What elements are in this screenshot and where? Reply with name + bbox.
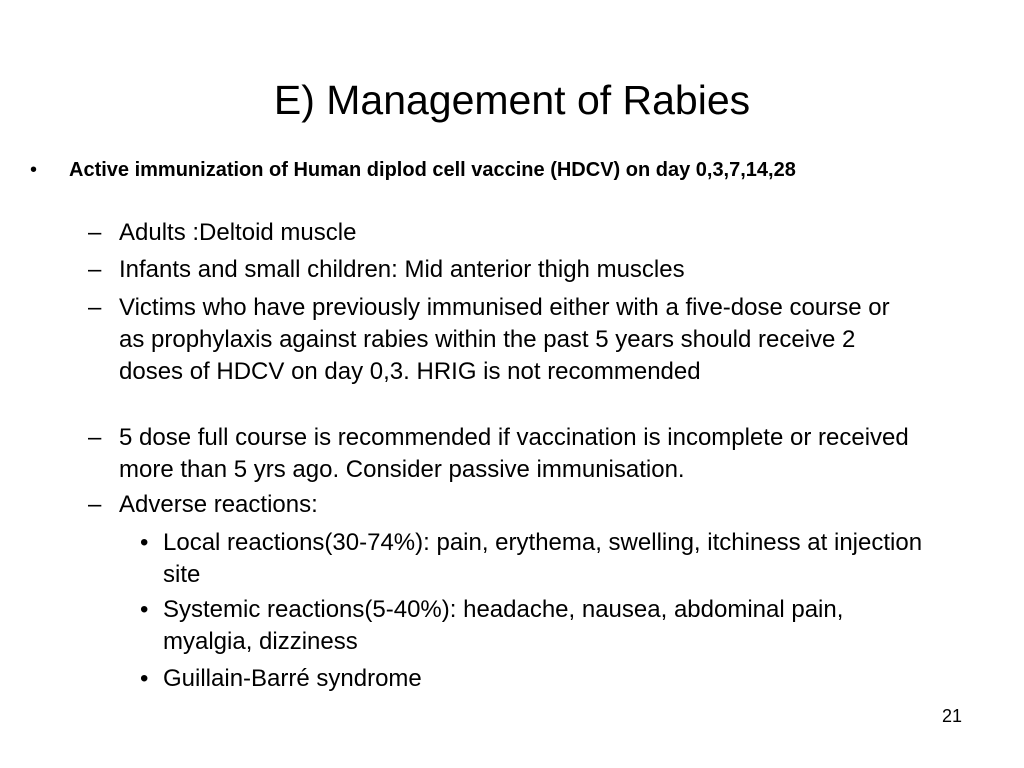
slide-title: E) Management of Rabies (273, 77, 751, 123)
dash-marker: – (88, 424, 102, 451)
bullet-marker: • (30, 159, 38, 181)
dash-marker: – (88, 491, 102, 518)
sub-bullet-previously-immunised: Victims who have previously immunised either with a five-dose course or as prophylaxis against rabies within the past 5 years should receive 2 doses of HDCV on day 0,3. HRIG is not recommended (119, 294, 890, 385)
slide-number: 21 (941, 706, 962, 726)
dash-marker: – (88, 256, 102, 283)
sub-sub-bullet-guillain-barre: Guillain-Barré syndrome (163, 665, 422, 692)
dash-marker: – (88, 219, 102, 246)
dot-marker: • (140, 529, 149, 556)
dash-marker: – (88, 294, 102, 321)
sub-sub-bullet-local-reactions: Local reactions(30-74%): pain, erythema, swelling, itchiness at injection site (163, 529, 923, 588)
sub-sub-bullet-systemic-reactions: Systemic reactions(5-40%): headache, nausea, abdominal pain, myalgia, dizziness (163, 596, 844, 655)
sub-bullet-infants: Infants and small children: Mid anterior thigh muscles (119, 256, 685, 283)
sub-bullet-adverse-reactions: Adverse reactions: (119, 491, 318, 518)
sub-bullet-adults: Adults :Deltoid muscle (119, 219, 357, 246)
sub-bullet-full-course: 5 dose full course is recommended if vaccination is incomplete or received more than 5 yrs ago. Consider passive immunisation. (119, 424, 909, 483)
dot-marker: • (140, 596, 149, 623)
bullet-active-immunization: Active immunization of Human diplod cell vaccine (HDCV) on day 0,3,7,14,28 (69, 159, 796, 181)
dot-marker: • (140, 665, 149, 692)
